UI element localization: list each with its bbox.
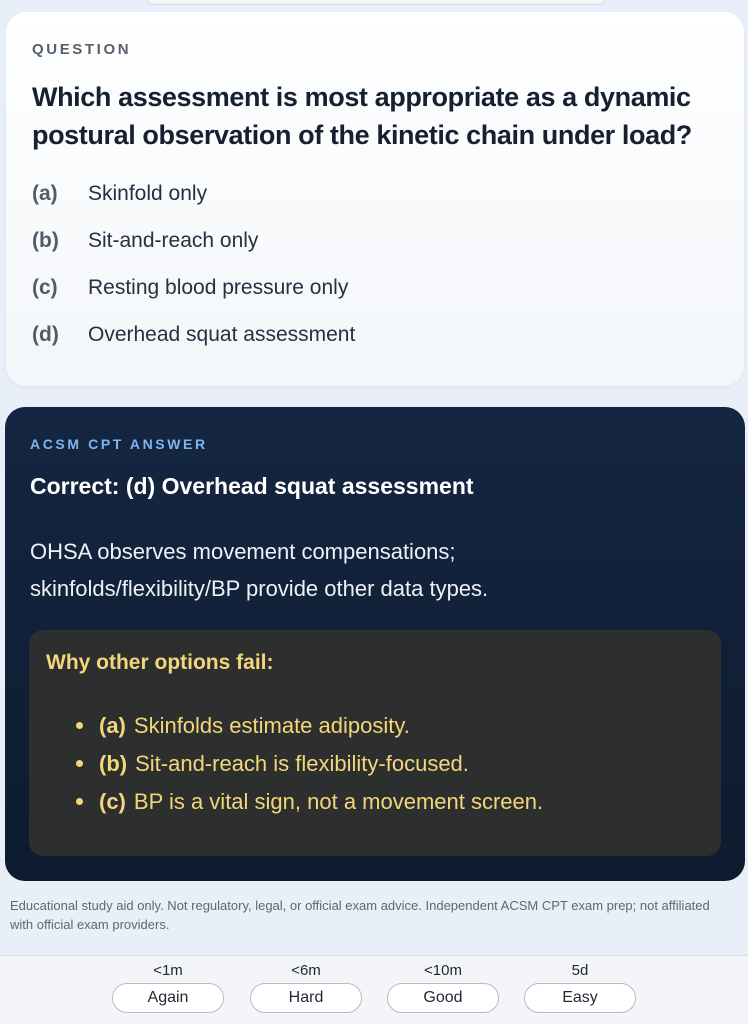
options-list (32, 170, 355, 358)
why-title: Why other options fail: (46, 651, 274, 674)
option-b[interactable] (32, 217, 355, 264)
why-letter: (b) (99, 751, 128, 776)
rating-interval: <6m (291, 962, 321, 979)
easy-button[interactable]: Easy (524, 983, 636, 1013)
option-text: Overhead squat assessment (88, 322, 356, 346)
rating-interval: 5d (571, 962, 589, 979)
why-other-options-panel (29, 630, 721, 856)
why-item-c (76, 783, 543, 821)
hard-button[interactable]: Hard (250, 983, 362, 1013)
rating-easy (524, 956, 636, 1024)
option-text: Resting blood pressure only (88, 275, 349, 299)
rating-bar (0, 955, 748, 1024)
option-letter: (b) (32, 228, 59, 252)
option-letter: (a) (32, 181, 58, 205)
why-item-a (76, 707, 543, 745)
why-list (76, 707, 543, 821)
option-text: Sit-and-reach only (88, 228, 259, 252)
why-text: Skinfolds estimate adiposity. (133, 713, 410, 738)
why-letter: (a) (99, 713, 126, 738)
rating-again (112, 956, 224, 1024)
why-text: BP is a vital sign, not a movement screen. (133, 789, 544, 814)
question-card (6, 12, 744, 386)
bullet-icon (76, 760, 83, 767)
option-d[interactable] (32, 311, 355, 358)
answer-card (5, 407, 745, 881)
answer-explanation: OHSA observes movement compensations; skinfolds/flexibility/BP provide other data types. (30, 539, 489, 601)
rating-interval: <10m (424, 962, 462, 979)
rating-good (387, 956, 499, 1024)
answer-title: Correct: (d) Overhead squat assessment (30, 473, 474, 499)
disclaimer: Educational study aid only. Not regulatory, legal, or official exam advice. Independent ACSM CPT exam prep; not affiliated with official exam providers. (10, 898, 710, 932)
why-text: Sit-and-reach is flexibility-focused. (135, 751, 469, 776)
answer-eyebrow: ACSM CPT ANSWER (30, 436, 208, 452)
why-letter: (c) (99, 789, 126, 814)
bullet-icon (76, 722, 83, 729)
question-title: Which assessment is most appropriate as a dynamic postural observation of the kinetic chain under load? (32, 82, 692, 150)
option-letter: (d) (32, 322, 59, 346)
option-a[interactable] (32, 170, 355, 217)
why-item-b (76, 745, 543, 783)
option-letter: (c) (32, 275, 58, 299)
good-button[interactable]: Good (387, 983, 499, 1013)
bullet-icon (76, 798, 83, 805)
option-text: Skinfold only (88, 181, 208, 205)
again-button[interactable]: Again (112, 983, 224, 1013)
top-search-bar-edge (142, 0, 610, 5)
question-eyebrow: QUESTION (32, 41, 132, 58)
rating-interval: <1m (153, 962, 183, 979)
rating-hard (250, 956, 362, 1024)
option-c[interactable] (32, 264, 355, 311)
